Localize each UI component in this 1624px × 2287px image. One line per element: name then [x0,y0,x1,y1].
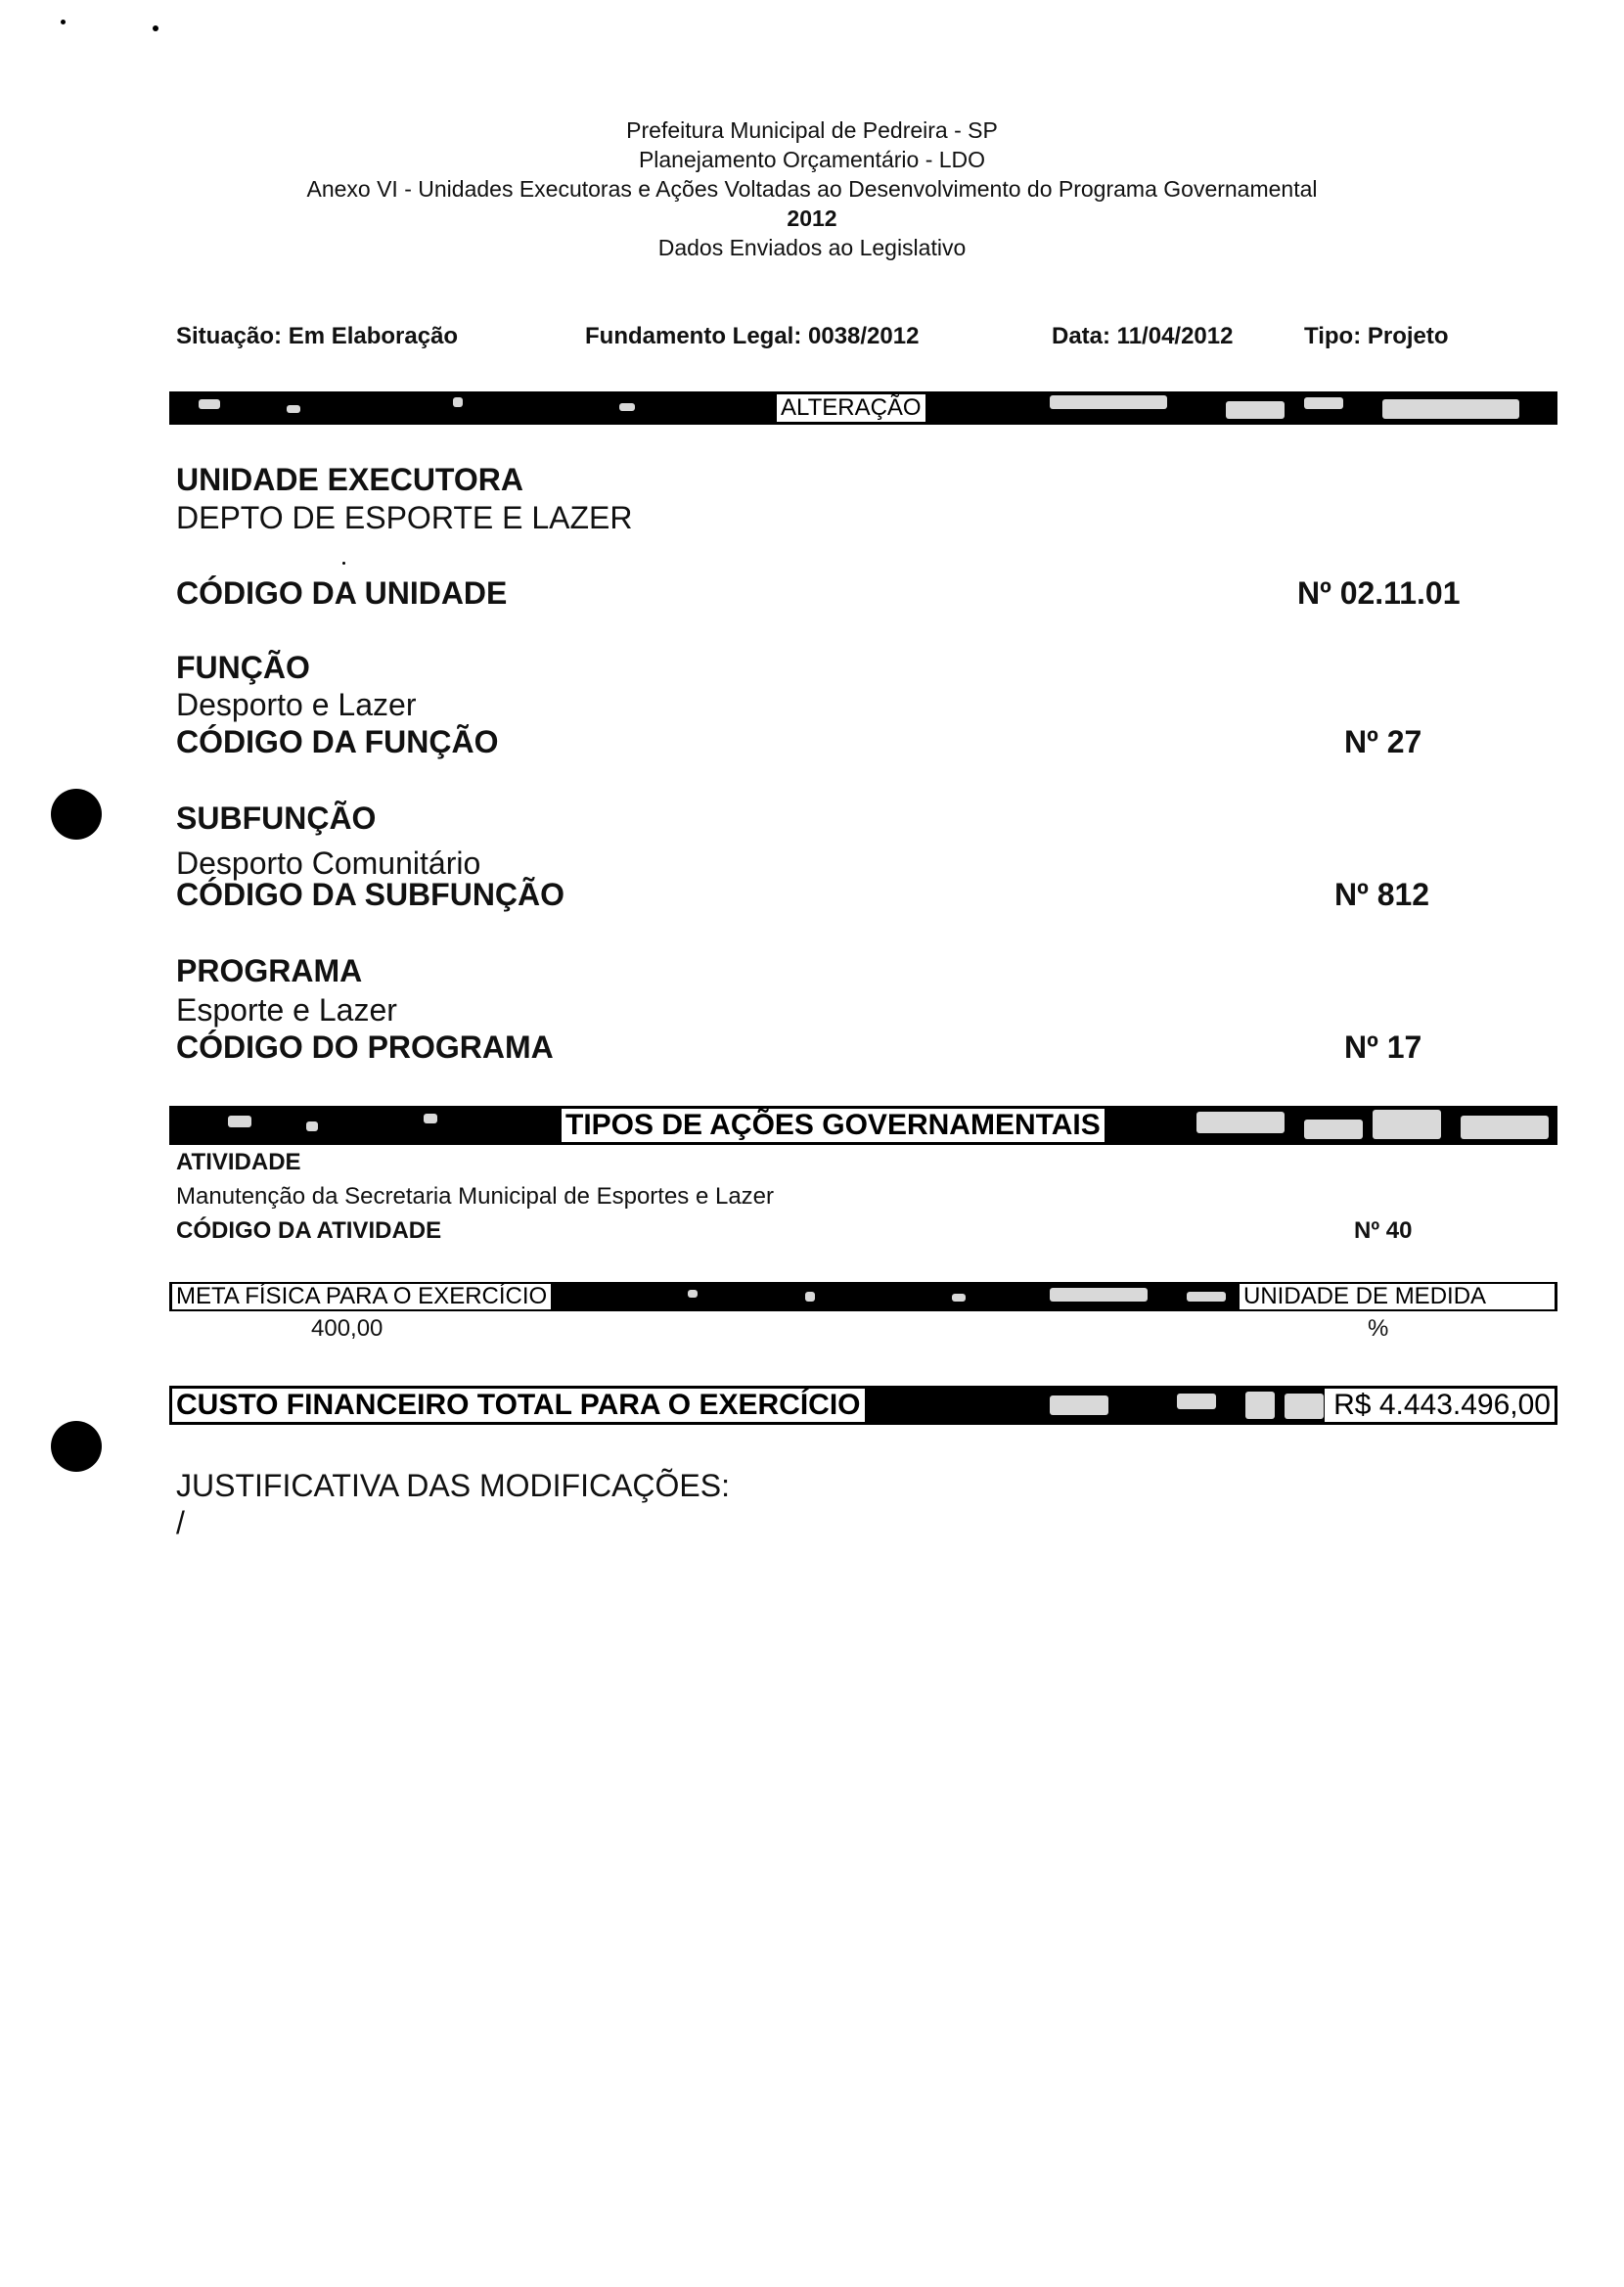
scan-noise [1461,1116,1549,1139]
programa-code-label: CÓDIGO DO PROGRAMA [176,1029,554,1065]
scan-noise [1050,395,1167,409]
meta-fisica-label: META FÍSICA PARA O EXERCÍCIO [171,1283,552,1310]
scan-noise [1382,399,1519,419]
unidade-medida-label: UNIDADE DE MEDIDA [1239,1283,1556,1310]
justificativa-label: JUSTIFICATIVA DAS MODIFICAÇÕES: [176,1468,730,1503]
header-planning: Planejamento Orçamentário - LDO [638,147,986,172]
funcao-code-label: CÓDIGO DA FUNÇÃO [176,724,499,759]
custo-financeiro-value: R$ 4.443.496,00 [1324,1388,1556,1423]
atividade-code-label: CÓDIGO DA ATIVIDADE [176,1217,442,1244]
scan-noise [199,399,220,409]
unidade-code-label: CÓDIGO DA UNIDADE [176,575,508,611]
subfuncao-title: SUBFUNÇÃO [176,800,377,836]
scan-noise [453,397,463,407]
programa-code: Nº 17 [1344,1029,1422,1065]
meta-value: 400,00 [311,1315,383,1342]
scan-noise [228,1116,251,1127]
scan-noise [688,1290,698,1298]
atividade-title: ATIVIDADE [176,1149,301,1175]
custo-financeiro-label: CUSTO FINANCEIRO TOTAL PARA O EXERCÍCIO [171,1388,866,1423]
status-fundamento: Fundamento Legal: 0038/2012 [585,323,920,349]
scan-noise [1196,1112,1285,1133]
unidade-code: Nº 02.11.01 [1297,575,1461,611]
scan-speck [153,25,158,31]
unidade-title: UNIDADE EXECUTORA [176,462,523,497]
subfuncao-code: Nº 812 [1334,877,1430,912]
scan-noise [1187,1292,1226,1302]
subfuncao-code-label: CÓDIGO DA SUBFUNÇÃO [176,877,565,912]
scan-noise [306,1121,318,1131]
header-year: 2012 [787,206,837,231]
meta-fisica-bar [169,1282,1557,1311]
scan-noise [1050,1395,1108,1415]
scan-noise [1226,401,1285,419]
tipos-acoes-bar [169,1106,1557,1145]
scan-noise [1285,1394,1324,1419]
scan-noise [1177,1394,1216,1409]
status-tipo: Tipo: Projeto [1304,323,1449,349]
atividade-code: Nº 40 [1354,1217,1413,1244]
meta-unit: % [1368,1315,1389,1342]
alteracao-bar [169,391,1557,425]
punch-hole [51,1421,102,1472]
scan-noise [287,405,300,413]
programa-name: Esporte e Lazer [176,992,397,1028]
scan-noise [1373,1110,1441,1139]
header-annex-title: Anexo VI - Unidades Executoras e Ações Voltadas ao Desenvolvimento do Programa Governamental [306,176,1318,202]
scan-speck [342,562,345,565]
scan-noise [424,1114,437,1123]
scan-noise [1304,397,1343,409]
unidade-name: DEPTO DE ESPORTE E LAZER [176,500,633,535]
header-municipality: Prefeitura Municipal de Pedreira - SP [626,117,998,143]
scan-noise [805,1292,815,1302]
scan-noise [1245,1392,1275,1419]
tipos-acoes-label: TIPOS DE AÇÕES GOVERNAMENTAIS [561,1108,1105,1143]
scan-noise [1050,1288,1148,1302]
scan-speck [61,20,66,24]
scan-noise [1304,1120,1363,1139]
custo-financeiro-bar [169,1386,1557,1425]
funcao-title: FUNÇÃO [176,650,310,685]
funcao-name: Desporto e Lazer [176,687,417,722]
justificativa-value: / [176,1505,185,1540]
programa-title: PROGRAMA [176,953,363,988]
punch-hole [51,789,102,840]
header-sent-to-legislative: Dados Enviados ao Legislativo [657,235,967,260]
status-data: Data: 11/04/2012 [1052,323,1234,349]
scan-noise [619,403,635,411]
atividade-name: Manutenção da Secretaria Municipal de Esportes e Lazer [176,1183,775,1210]
subfuncao-name: Desporto Comunitário [176,846,481,881]
alteracao-label: ALTERAÇÃO [776,393,926,423]
scan-noise [952,1294,966,1302]
funcao-code: Nº 27 [1344,724,1422,759]
status-situacao: Situação: Em Elaboração [176,323,459,349]
document-header [0,115,1624,262]
